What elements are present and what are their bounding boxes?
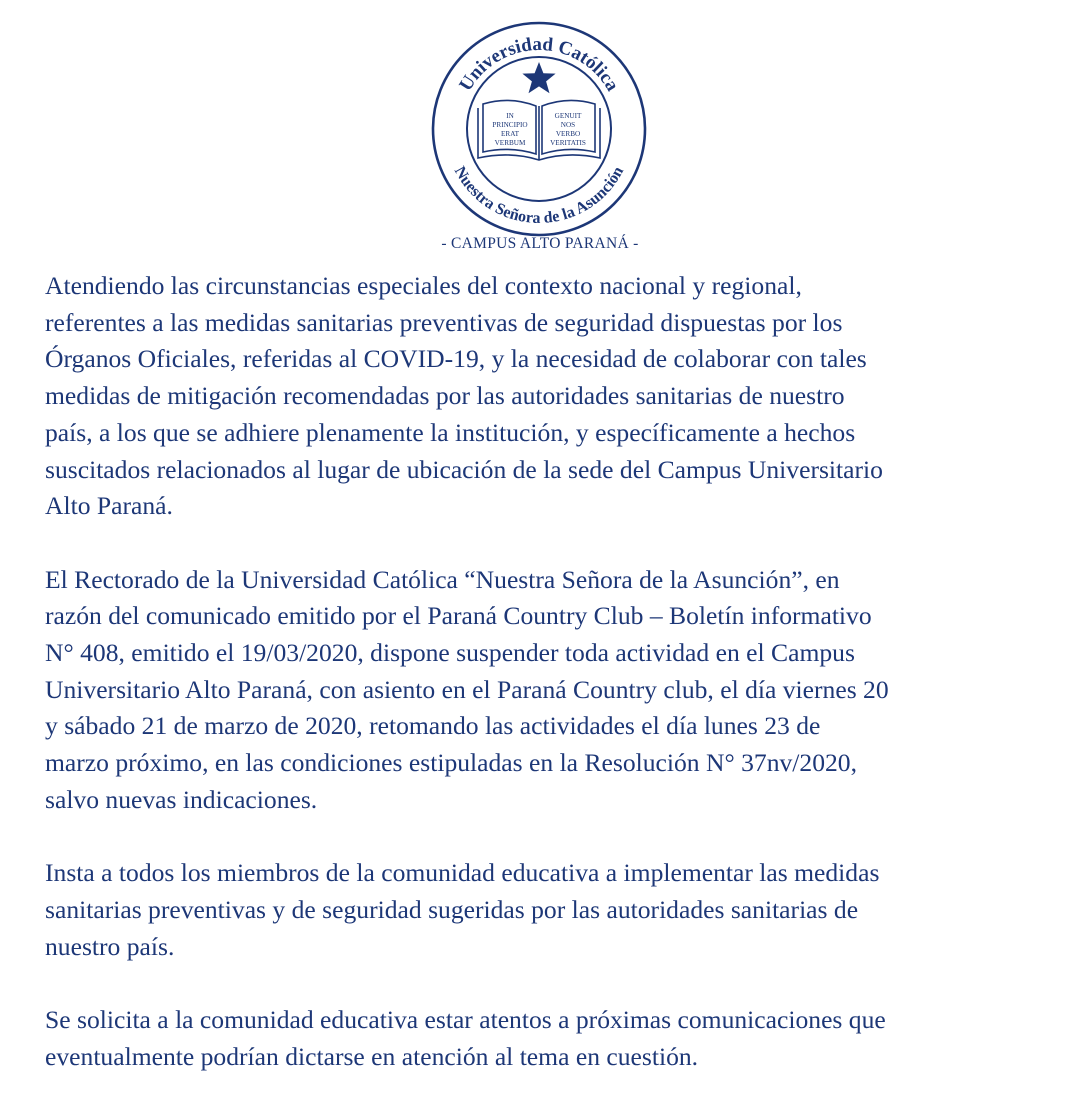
campus-dash-left: -: [441, 235, 447, 252]
text-line: Atendiendo las circunstancias especiales del contexto nacional y regional,: [45, 271, 802, 300]
book-right-line-1: GENUIT: [554, 112, 582, 120]
text-line: referentes a las medidas sanitarias preventivas de seguridad dispuestas por los: [45, 307, 843, 337]
text-line: Se solicita a la comunidad educativa estar atentos a próximas comunicaciones que: [45, 1005, 886, 1035]
text-line: Órganos Oficiales, referidas al COVID-19, y la necesidad de colaborar con tales: [45, 344, 867, 374]
text-line: nuestro país.: [45, 931, 175, 961]
book-right-line-4: VERITATIS: [550, 139, 586, 147]
book-left-line-1: IN: [506, 112, 514, 120]
university-seal: [428, 18, 650, 240]
text-line: Insta a todos los miembros de la comunidad educativa a implementar las medidas: [45, 858, 880, 888]
seal-arc-top-text: Universidad Católica: [455, 33, 623, 95]
text-line: Alto Paraná.: [45, 491, 173, 521]
text-line: sanitarias preventivas y de seguridad sugeridas por las autoridades sanitarias de: [45, 894, 859, 924]
university-logo: [0, 0, 1080, 262]
text-line: país, a los que se adhiere plenamente la institución, y específicamente a hechos: [45, 417, 856, 447]
campus-name: CAMPUS ALTO PARANÁ: [451, 235, 629, 252]
star-icon: [522, 62, 555, 93]
text-line: marzo próximo, en las condiciones estipuladas en la Resolución N° 37nv/2020,: [45, 748, 858, 778]
book-left-line-2: PRINCIPIO: [492, 121, 528, 129]
text-line: razón del comunicado emitido por el Paraná Country Club – Boletín informativo: [45, 601, 872, 631]
book-left-line-3: ERAT: [501, 130, 519, 138]
paragraph-closing: [45, 1002, 1055, 1075]
text-line: medidas de mitigación recomendadas por las autoridades sanitarias de nuestro: [45, 381, 845, 411]
seal-arc-bottom-text: Nuestra Señora de la Asunción: [450, 163, 628, 228]
text-line: El Rectorado de la Universidad Católica “Nuestra Señora de la Asunción”, en: [45, 564, 840, 594]
paragraph-recommendation: [45, 855, 1055, 965]
book-left-line-4: VERBUM: [494, 139, 526, 147]
paragraph-resolution: [45, 562, 1055, 819]
paragraph-context: [45, 268, 1055, 525]
open-book-icon: [478, 100, 600, 160]
text-line: N° 408, emitido el 19/03/2020, dispone suspender toda actividad en el Campus: [45, 638, 855, 668]
campus-label: [0, 234, 1080, 254]
book-right-line-3: VERBO: [555, 130, 581, 138]
text-line: eventualmente podrían dictarse en atención al tema en cuestión.: [45, 1041, 699, 1071]
text-line: y sábado 21 de marzo de 2020, retomando las actividades el día lunes 23 de: [45, 711, 821, 741]
announcement-body: [45, 268, 1055, 1112]
campus-dash-right: -: [633, 235, 639, 252]
book-right-line-2: NOS: [560, 121, 576, 129]
text-line: Universitario Alto Paraná, con asiento en el Paraná Country club, el día viernes 20: [45, 674, 889, 704]
text-line: suscitados relacionados al lugar de ubicación de la sede del Campus Universitario: [45, 454, 883, 484]
text-line: salvo nuevas indicaciones.: [45, 784, 318, 814]
